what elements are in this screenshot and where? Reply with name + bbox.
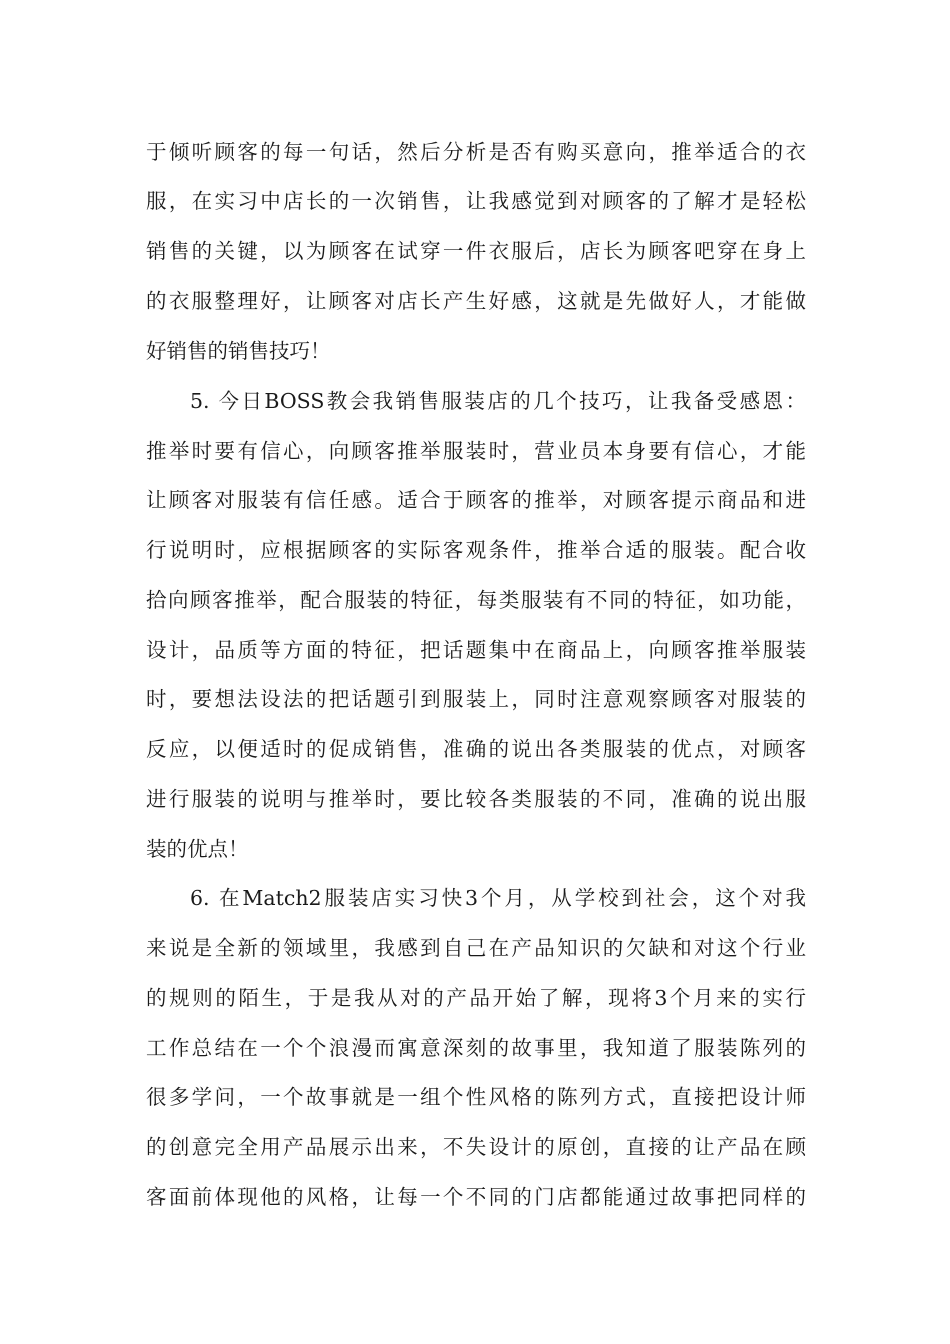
text-line: 反应，以便适时的促成销售，准确的说出各类服装的优点，对顾客 (146, 737, 806, 761)
text-line: 好销售的销售技巧！ (146, 339, 331, 363)
paragraph-5-first-line: 5. 今日BOSS教会我销售服装店的几个技巧，让我备受感恩： (190, 389, 806, 413)
text-line: 来说是全新的领域里，我感到自己在产品知识的欠缺和对这个行业 (146, 936, 806, 960)
text-line: 的衣服整理好，让顾客对店长产生好感，这就是先做好人，才能做 (146, 289, 806, 313)
text-line: 销售的关键，以为顾客在试穿一件衣服后，店长为顾客吧穿在身上 (146, 239, 806, 263)
text-line: 工作总结在一个个浪漫而寓意深刻的故事里，我知道了服装陈列的 (146, 1036, 806, 1060)
text-line: 让顾客对服装有信任感。适合于顾客的推举，对顾客提示商品和进 (146, 488, 806, 512)
text-line: 的创意完全用产品展示出来，不失设计的原创，直接的让产品在顾 (146, 1135, 806, 1159)
text-line: 行说明时，应根据顾客的实际客观条件，推举合适的服装。配合收 (146, 538, 806, 562)
text-line: 很多学问，一个故事就是一组个性风格的陈列方式，直接把设计师 (146, 1085, 806, 1109)
text-line: 于倾听顾客的每一句话，然后分析是否有购买意向，推举适合的衣 (146, 140, 806, 164)
text-line: 装的优点！ (146, 837, 249, 861)
text-line: 进行服装的说明与推举时，要比较各类服装的不同，准确的说出服 (146, 787, 806, 811)
text-line: 设计，品质等方面的特征，把话题集中在商品上，向顾客推举服装 (146, 638, 806, 662)
text-line: 客面前体现他的风格，让每一个不同的门店都能通过故事把同样的 (146, 1185, 806, 1209)
paragraph-6-first-line: 6. 在Match2服装店实习快3个月，从学校到社会，这个对我 (190, 886, 806, 910)
text-line: 服，在实习中店长的一次销售，让我感觉到对顾客的了解才是轻松 (146, 189, 806, 213)
text-line: 的规则的陌生，于是我从对的产品开始了解，现将3个月来的实行 (146, 986, 806, 1010)
text-line: 时，要想法设法的把话题引到服装上，同时注意观察顾客对服装的 (146, 687, 806, 711)
text-line: 拾向顾客推举，配合服装的特征，每类服装有不同的特征，如功能， (146, 588, 806, 612)
text-line: 推举时要有信心，向顾客推举服装时，营业员本身要有信心，才能 (146, 439, 806, 463)
